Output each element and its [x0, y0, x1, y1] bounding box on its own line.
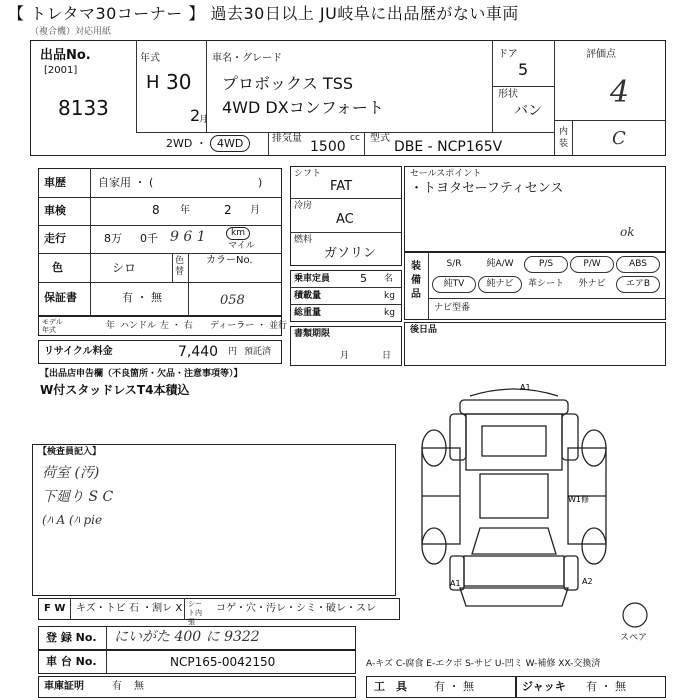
color-change-label: 色替 [175, 256, 185, 277]
chassis-value: NCP165-0042150 [170, 655, 276, 669]
cert-no: 無 [134, 681, 144, 692]
recycle-amount: 7,440 [178, 344, 219, 360]
seats-unit: 名 [384, 274, 394, 284]
equipment-item: P/S [524, 256, 568, 273]
chassis-label: 車 台 No. [46, 655, 97, 668]
cc-value: 1500 [310, 139, 346, 155]
model-label: 車名・グレード [212, 53, 282, 64]
rear-left-quarter [450, 414, 466, 460]
score-label: 評価点 [586, 49, 616, 60]
shape-value: バン [514, 103, 542, 119]
recycle-label: リサイクル料金 [44, 346, 113, 357]
equipment-label: 装備品 [411, 261, 421, 300]
mileage-km: km [226, 227, 250, 240]
model-year-label: モデル年式 [42, 318, 63, 334]
mileage-man: 8万 [104, 232, 122, 245]
weight-unit: kg [384, 308, 395, 318]
aircon-value: AC [336, 212, 354, 227]
banner-title: 【 トレタマ30コーナー 】 過去30日以上 JU岐阜に出品歴がない車両 [8, 4, 519, 23]
load-label: 積載量 [294, 291, 322, 301]
warranty-value: 有 ・ 無 [122, 291, 162, 304]
roof [480, 474, 548, 518]
drive-selected: 4WD [210, 135, 250, 152]
equipment-item: ABS [616, 256, 660, 273]
lot-number: 8133 [58, 96, 109, 120]
type-label: 型式 [370, 133, 390, 144]
equipment-item: 純TV [432, 276, 476, 293]
cert-label: 車庫証明 [44, 681, 84, 692]
front-bumper [460, 588, 568, 606]
windshield [472, 528, 556, 554]
cc-label: 排気量 [272, 133, 302, 144]
navi-label: ナビ型番 [434, 303, 471, 313]
equipment-item: 外ナビ [578, 279, 606, 289]
model-year-unit: 年 [106, 321, 116, 331]
cert-yes: 有 [112, 681, 122, 692]
history-label: 車歴 [44, 176, 66, 189]
tools-value: 有 ・ 無 [434, 680, 474, 693]
inspection-year-unit: 年 [180, 205, 190, 216]
mark-right-side: W1修 [568, 495, 589, 504]
year-label: 年式 [140, 53, 160, 64]
color-code-label: カラーNo. [206, 255, 253, 266]
equipment-item: P/W [570, 256, 614, 273]
fuel-label: 燃料 [294, 235, 313, 245]
fuel-value: ガソリン [324, 246, 377, 261]
sales-point-hand-note: ok [620, 225, 635, 239]
load-unit: kg [384, 291, 395, 301]
mileage-sen: 0千 [140, 232, 158, 245]
seats-label: 乗車定員 [294, 274, 331, 284]
sales-point-value: ・トヨタセーフティセンス [410, 181, 564, 196]
rear-spoiler [470, 389, 558, 396]
damage-legend: A-キズ C-腐食 E-エクボ S-サビ U-凹ミ W-補修 XX-交換済 [366, 659, 601, 669]
equipment-item: S/R [446, 259, 462, 269]
inspector-label: 【検査員記入】 [38, 447, 102, 457]
tire-front-left [422, 528, 446, 564]
score-value: 4 [610, 75, 630, 110]
seats-value: 5 [360, 272, 367, 285]
after-install-box [404, 322, 666, 366]
inspection-year: 8 [152, 203, 160, 217]
plate-value: にいがた 400 に 9322 [114, 629, 260, 645]
interior-label: 内装 [559, 127, 569, 149]
weight-label: 総重量 [294, 308, 322, 318]
exhibitor-note-value: W付スタッドレスT4本積込 [40, 383, 190, 397]
year-tag: [2001] [44, 65, 78, 76]
plate-label: 登 録 No. [46, 631, 97, 644]
interior-score: C [612, 128, 626, 149]
mark-front-right: A2 [582, 577, 593, 586]
equipment-item: 純A/W [486, 259, 514, 269]
jack-value: 有 ・ 無 [586, 680, 626, 693]
cc-unit: cc [350, 133, 360, 143]
fw-label: F W [44, 603, 66, 614]
deadline-label: 書類期限 [294, 329, 331, 339]
drive-options: 2WD ・ [166, 137, 207, 150]
model-code: DBE - NCP165V [394, 139, 503, 155]
inspector-line-3: (ﾊ A (ﾊ pie [42, 513, 103, 527]
fw-text: キズ・トビ 石 ・割レ X [76, 603, 183, 614]
model-grade: 4WD DXコンフォート [222, 98, 384, 117]
rear-hatch [466, 414, 562, 470]
spare-tire-icon [620, 600, 650, 630]
color-value: シロ [112, 261, 137, 275]
history-close: ) [258, 176, 263, 189]
recycle-unit: 円 [228, 347, 238, 357]
inspection-month: 2 [224, 203, 232, 217]
tools-label: 工 具 [374, 680, 407, 693]
equipment-item: 革シート [527, 279, 564, 289]
mileage-hand-digits: 9 6 1 [170, 229, 206, 245]
history-value: 自家用 ・ ( [98, 176, 154, 189]
jack-label: ジャッキ [522, 680, 566, 693]
mileage-mile: マイル [228, 241, 255, 251]
seat-text: コゲ・穴・汚レ・シミ・破レ・スレ [216, 603, 376, 614]
rear-bumper [460, 400, 568, 414]
mileage-label: 走行 [44, 232, 66, 245]
hood [464, 556, 564, 586]
mark-rear: A1 [520, 383, 531, 392]
cert-row [38, 676, 356, 698]
dealer-value: ディーラー ・ 並行 [210, 321, 288, 331]
door-count: 5 [518, 60, 529, 79]
color-code-value: 058 [220, 293, 245, 308]
deadline-day-unit: 日 [382, 351, 392, 361]
after-install-label: 後日品 [410, 325, 438, 335]
inspector-line-1: 荷室 (汚) [42, 465, 100, 481]
recycle-note: 預託済 [244, 347, 272, 357]
shift-label: シフト [294, 169, 322, 179]
equipment-item: 純ナビ [478, 276, 522, 293]
rear-right-quarter [562, 414, 578, 460]
shape-label: 形状 [498, 89, 518, 100]
spare-label: スペア [620, 633, 648, 643]
form-subheading: （複合機）対応用紙 [30, 27, 112, 37]
month-unit: 月 [199, 115, 209, 125]
shift-value: FAT [330, 179, 353, 194]
aircon-label: 冷房 [294, 201, 313, 211]
model-name: プロボックス TSS [222, 74, 354, 93]
front-right-fender [564, 556, 578, 590]
exhibitor-note-label: 【出品店申告欄（不良箇所・欠品・注意事項等）】 [40, 369, 243, 379]
inspection-month-unit: 月 [250, 205, 260, 216]
inspection-label: 車検 [44, 204, 66, 217]
year-value: 30 [166, 70, 192, 94]
color-label: 色 [52, 261, 63, 274]
handle-value: 左 ・ 右 [160, 321, 193, 331]
tire-front-right [582, 528, 606, 564]
lot-label: 出品No. [40, 48, 91, 63]
year-era: H [146, 72, 160, 93]
deadline-month-unit: 月 [340, 351, 350, 361]
handle-label: ハンドル [120, 321, 157, 331]
month-value: 2 [190, 106, 201, 125]
door-label: ドア [498, 49, 518, 60]
seat-label: シート内張 [188, 600, 202, 626]
car-diagram [400, 378, 628, 618]
equipment-item: エアB [616, 276, 660, 293]
inspector-line-2: 下廻り S C [42, 489, 114, 505]
warranty-label: 保証書 [44, 291, 77, 304]
sales-point-label: セールスポイント [410, 169, 482, 179]
rear-window [482, 426, 546, 456]
mark-front-left: A1 [450, 579, 461, 588]
